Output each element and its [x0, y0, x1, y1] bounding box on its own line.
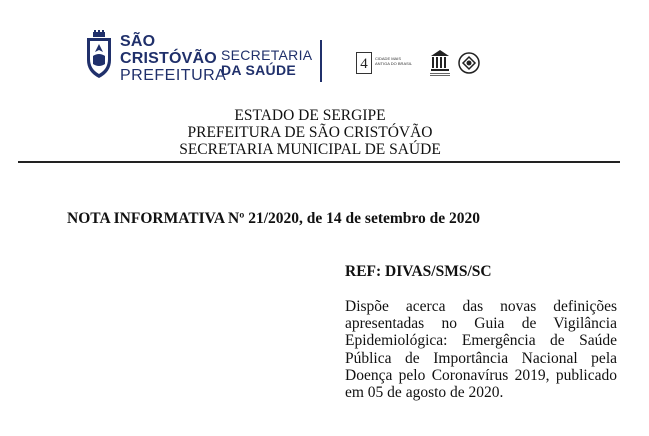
city-crest-icon — [84, 30, 114, 80]
badge-caption: CIDADE MAIS ANTIGA DO BRASIL — [375, 56, 413, 66]
letterhead — [0, 107, 620, 158]
world-heritage-icon — [458, 52, 480, 74]
unesco-temple-icon — [429, 48, 451, 78]
header-rule — [18, 161, 620, 163]
city-name-line1: SÃO — [120, 33, 156, 50]
oldest-city-badge-icon — [356, 52, 372, 74]
letterhead-state: ESTADO DE SERGIPE — [234, 107, 386, 124]
logo-divider — [320, 40, 322, 82]
document-title: NOTA INFORMATIVA Nº 21/2020, de 14 de setembro de 2020 — [67, 210, 480, 227]
document-reference: REF: DIVAS/SMS/SC — [345, 263, 492, 280]
city-name-line2: CRISTÓVÃO — [120, 50, 217, 67]
secretaria-line2: DA SAÚDE — [221, 61, 296, 78]
city-name-line3: PREFEITURA — [120, 67, 227, 84]
document-summary: Dispõe acerca das novas definições apresentadas no Guia de Vigilância Epidemiológica: Emergência de Saúde Pública de Importância Nacional pela Doença pelo Coronavírus 2019, publicado em 05 de agosto de 2020. — [345, 298, 617, 402]
letterhead-secretaria: SECRETARIA MUNICIPAL DE SAÚDE — [179, 141, 441, 158]
secretaria-line1: SECRETARIA — [221, 47, 313, 63]
city-logo-text — [120, 34, 226, 84]
badge-number: 4 — [360, 56, 368, 72]
secretaria-logo-text — [221, 48, 312, 77]
logo-header — [84, 28, 504, 84]
letterhead-prefeitura: PREFEITURA DE SÃO CRISTÓVÃO — [187, 124, 433, 141]
